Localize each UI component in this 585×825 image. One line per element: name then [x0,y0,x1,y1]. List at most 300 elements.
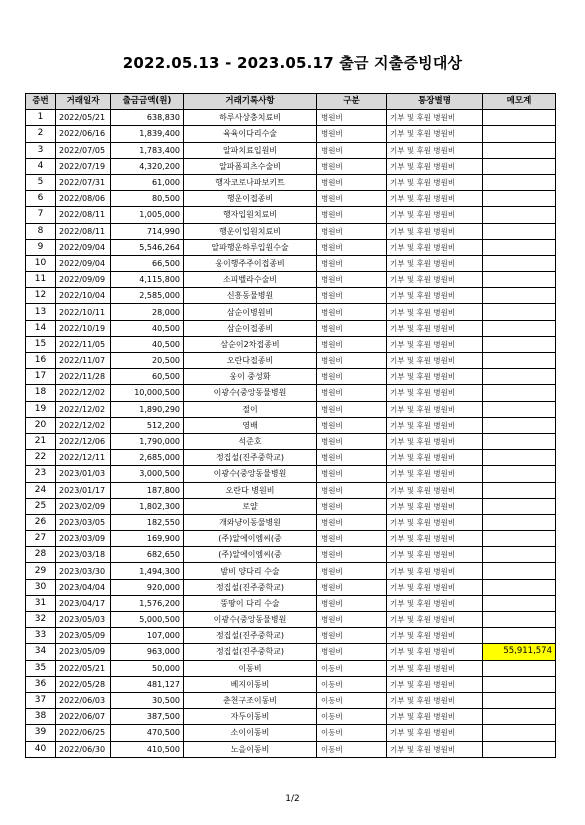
cell-type: 병원비 [317,239,387,255]
cell-date: 2022/09/09 [56,272,111,288]
cell-type: 병원비 [317,563,387,579]
cell-date: 2022/07/19 [56,158,111,174]
cell-account: 기부 및 후원 병원비 [387,320,483,336]
cell-memo [483,563,556,579]
cell-no: 17 [26,369,56,385]
header-no: 증번 [26,94,56,110]
cell-amount: 2,585,000 [111,288,184,304]
cell-type: 병원비 [317,320,387,336]
cell-type: 병원비 [317,531,387,547]
cell-description: 개와냥이동물병원 [184,514,317,530]
cell-date: 2023/04/04 [56,579,111,595]
cell-amount: 20,500 [111,353,184,369]
table-row [26,126,556,142]
header-type: 구분 [317,94,387,110]
cell-type: 이동비 [317,692,387,708]
cell-amount: 1,802,300 [111,498,184,514]
cell-type: 병원비 [317,547,387,563]
cell-amount: 2,685,000 [111,450,184,466]
cell-account: 기부 및 후원 병원비 [387,353,483,369]
cell-memo [483,547,556,563]
cell-memo [483,676,556,692]
table-row [26,450,556,466]
cell-no: 13 [26,304,56,320]
cell-date: 2022/12/02 [56,385,111,401]
cell-no: 18 [26,385,56,401]
cell-amount: 410,500 [111,741,184,757]
cell-account: 기부 및 후원 병원비 [387,417,483,433]
cell-memo [483,709,556,725]
cell-description: 자두이동비 [184,709,317,725]
cell-amount: 1,890,290 [111,401,184,417]
cell-memo [483,320,556,336]
cell-description: 웅이행주주이접종비 [184,255,317,271]
table-row [26,142,556,158]
cell-account: 기부 및 후원 병원비 [387,595,483,611]
table-row [26,531,556,547]
cell-date: 2022/10/04 [56,288,111,304]
cell-date: 2022/09/04 [56,239,111,255]
table-row [26,417,556,433]
table-row [26,336,556,352]
cell-account: 기부 및 후원 병원비 [387,563,483,579]
cell-amount: 1,005,000 [111,207,184,223]
cell-memo [483,223,556,239]
cell-type: 이동비 [317,676,387,692]
cell-no: 29 [26,563,56,579]
table-row [26,741,556,757]
table-row [26,288,556,304]
cell-date: 2022/05/21 [56,110,111,126]
cell-account: 기부 및 후원 병원비 [387,142,483,158]
cell-description: 행운이입원치료비 [184,223,317,239]
cell-type: 병원비 [317,401,387,417]
cell-type: 병원비 [317,417,387,433]
cell-no: 34 [26,644,56,660]
cell-no: 7 [26,207,56,223]
cell-date: 2022/11/05 [56,336,111,352]
cell-account: 기부 및 후원 병원비 [387,433,483,449]
table-row [26,660,556,676]
cell-type: 병원비 [317,353,387,369]
cell-amount: 481,127 [111,676,184,692]
cell-no: 25 [26,498,56,514]
cell-no: 11 [26,272,56,288]
cell-type: 병원비 [317,482,387,498]
cell-no: 40 [26,741,56,757]
cell-date: 2022/10/11 [56,304,111,320]
header-description: 거래기록사항 [184,94,317,110]
cell-description: 삼순이접종비 [184,320,317,336]
cell-description: 알파폼피츠수술비 [184,158,317,174]
cell-description: 신흥동물병원 [184,288,317,304]
cell-date: 2022/11/07 [56,353,111,369]
cell-no: 30 [26,579,56,595]
table-row [26,320,556,336]
cell-no: 32 [26,612,56,628]
cell-date: 2022/05/28 [56,676,111,692]
cell-amount: 107,000 [111,628,184,644]
cell-date: 2022/07/05 [56,142,111,158]
cell-amount: 66,500 [111,255,184,271]
cell-description: 춘천구조이동비 [184,692,317,708]
cell-no: 8 [26,223,56,239]
cell-date: 2022/06/25 [56,725,111,741]
page-indicator: 1/2 [285,794,300,804]
cell-no: 19 [26,401,56,417]
cell-date: 2022/08/06 [56,191,111,207]
cell-description: 행자입원치료비 [184,207,317,223]
cell-description: 소이이동비 [184,725,317,741]
cell-date: 2023/01/03 [56,466,111,482]
cell-type: 병원비 [317,579,387,595]
cell-amount: 80,500 [111,191,184,207]
cell-type: 병원비 [317,174,387,190]
cell-no: 23 [26,466,56,482]
cell-amount: 40,500 [111,320,184,336]
cell-type: 병원비 [317,223,387,239]
table-row [26,725,556,741]
table-row [26,628,556,644]
cell-amount: 4,320,200 [111,158,184,174]
cell-description: 정집설(진주중학교) [184,450,317,466]
cell-type: 이동비 [317,709,387,725]
cell-amount: 40,500 [111,336,184,352]
cell-description: 밤비 양다리 수술 [184,563,317,579]
table-row [26,353,556,369]
cell-type: 병원비 [317,207,387,223]
cell-memo [483,417,556,433]
cell-date: 2022/06/07 [56,709,111,725]
cell-date: 2022/06/16 [56,126,111,142]
cell-type: 병원비 [317,466,387,482]
cell-type: 병원비 [317,336,387,352]
cell-description: 알파행운하루입원수술 [184,239,317,255]
cell-date: 2023/05/09 [56,644,111,660]
cell-amount: 5,000,500 [111,612,184,628]
table-row [26,207,556,223]
cell-description: 베지이동비 [184,676,317,692]
cell-memo [483,191,556,207]
cell-memo: 55,911,574 [483,644,556,660]
cell-no: 21 [26,433,56,449]
cell-date: 2022/10/19 [56,320,111,336]
table-row [26,401,556,417]
cell-date: 2022/12/06 [56,433,111,449]
cell-type: 병원비 [317,595,387,611]
cell-memo [483,514,556,530]
table-row [26,158,556,174]
cell-memo [483,255,556,271]
cell-memo [483,369,556,385]
cell-account: 기부 및 후원 병원비 [387,498,483,514]
cell-description: 절이 [184,401,317,417]
table-row [26,709,556,725]
cell-description: 오란다접종비 [184,353,317,369]
cell-amount: 512,200 [111,417,184,433]
table-row [26,272,556,288]
cell-date: 2023/03/05 [56,514,111,530]
cell-memo [483,126,556,142]
cell-description: 석준호 [184,433,317,449]
cell-amount: 10,000,500 [111,385,184,401]
cell-memo [483,142,556,158]
cell-description: 이동비 [184,660,317,676]
cell-memo [483,660,556,676]
cell-memo [483,612,556,628]
cell-no: 6 [26,191,56,207]
cell-amount: 638,830 [111,110,184,126]
cell-memo [483,110,556,126]
cell-memo [483,385,556,401]
cell-type: 병원비 [317,385,387,401]
cell-account: 기부 및 후원 병원비 [387,288,483,304]
cell-no: 27 [26,531,56,547]
cell-account: 기부 및 후원 병원비 [387,272,483,288]
cell-memo [483,579,556,595]
cell-description: 행자코로나파보키트 [184,174,317,190]
cell-memo [483,207,556,223]
cell-amount: 682,650 [111,547,184,563]
cell-description: 정집설(진주중학교) [184,628,317,644]
cell-type: 병원비 [317,628,387,644]
cell-description: 정집설(진주중학교) [184,579,317,595]
cell-description: 행운이접종비 [184,191,317,207]
cell-no: 1 [26,110,56,126]
cell-description: 삼순이병원비 [184,304,317,320]
cell-no: 39 [26,725,56,741]
cell-no: 35 [26,660,56,676]
table-row [26,482,556,498]
cell-type: 병원비 [317,191,387,207]
cell-type: 병원비 [317,272,387,288]
cell-description: 알파치료입원비 [184,142,317,158]
cell-account: 기부 및 후원 병원비 [387,385,483,401]
cell-amount: 61,000 [111,174,184,190]
cell-description: 로얄 [184,498,317,514]
table-row [26,514,556,530]
cell-account: 기부 및 후원 병원비 [387,628,483,644]
cell-type: 병원비 [317,110,387,126]
cell-type: 병원비 [317,612,387,628]
cell-type: 병원비 [317,142,387,158]
cell-date: 2023/03/30 [56,563,111,579]
cell-memo [483,450,556,466]
cell-type: 병원비 [317,158,387,174]
table-row [26,579,556,595]
cell-no: 9 [26,239,56,255]
cell-account: 기부 및 후원 병원비 [387,741,483,757]
cell-description: 소피벨라수술비 [184,272,317,288]
cell-memo [483,498,556,514]
cell-date: 2022/09/04 [56,255,111,271]
cell-account: 기부 및 후원 병원비 [387,401,483,417]
table-row [26,466,556,482]
header-date: 거래일자 [56,94,111,110]
cell-no: 22 [26,450,56,466]
cell-type: 병원비 [317,644,387,660]
cell-type: 이동비 [317,725,387,741]
cell-memo [483,628,556,644]
cell-memo [483,531,556,547]
cell-amount: 1,576,200 [111,595,184,611]
cell-no: 24 [26,482,56,498]
cell-memo [483,595,556,611]
cell-type: 병원비 [317,498,387,514]
cell-account: 기부 및 후원 병원비 [387,450,483,466]
cell-no: 26 [26,514,56,530]
cell-amount: 1,790,000 [111,433,184,449]
cell-description: 이광수(중앙동물병원 [184,466,317,482]
table-row [26,255,556,271]
cell-amount: 963,000 [111,644,184,660]
cell-account: 기부 및 후원 병원비 [387,336,483,352]
cell-description: 삼순이2차접종비 [184,336,317,352]
cell-date: 2022/05/21 [56,660,111,676]
table-row [26,385,556,401]
cell-amount: 470,500 [111,725,184,741]
cell-type: 이동비 [317,741,387,757]
cell-date: 2022/08/11 [56,207,111,223]
table-row [26,304,556,320]
cell-no: 3 [26,142,56,158]
table-row [26,595,556,611]
table-row [26,369,556,385]
cell-no: 20 [26,417,56,433]
cell-description: 이광수(중앙동물병원 [184,612,317,628]
cell-amount: 920,000 [111,579,184,595]
cell-amount: 30,500 [111,692,184,708]
cell-no: 36 [26,676,56,692]
cell-account: 기부 및 후원 병원비 [387,692,483,708]
header-memo: 메모계 [483,94,556,110]
cell-account: 기부 및 후원 병원비 [387,191,483,207]
cell-no: 15 [26,336,56,352]
cell-no: 38 [26,709,56,725]
table-row [26,174,556,190]
cell-account: 기부 및 후원 병원비 [387,466,483,482]
cell-no: 2 [26,126,56,142]
cell-amount: 1,494,300 [111,563,184,579]
cell-no: 31 [26,595,56,611]
table-row [26,692,556,708]
cell-amount: 5,546,264 [111,239,184,255]
cell-description: 정집설(진주중학교) [184,644,317,660]
cell-account: 기부 및 후원 병원비 [387,207,483,223]
cell-date: 2022/12/02 [56,417,111,433]
cell-account: 기부 및 후원 병원비 [387,223,483,239]
cell-memo [483,433,556,449]
table-row [26,644,556,660]
cell-memo [483,741,556,757]
cell-memo [483,336,556,352]
header-account: 통장별명 [387,94,483,110]
cell-memo [483,158,556,174]
cell-account: 기부 및 후원 병원비 [387,514,483,530]
table-row [26,239,556,255]
cell-amount: 387,500 [111,709,184,725]
cell-account: 기부 및 후원 병원비 [387,579,483,595]
cell-type: 병원비 [317,369,387,385]
cell-description: 영배 [184,417,317,433]
cell-account: 기부 및 후원 병원비 [387,644,483,660]
cell-date: 2023/03/18 [56,547,111,563]
cell-date: 2023/02/09 [56,498,111,514]
cell-amount: 187,800 [111,482,184,498]
cell-no: 33 [26,628,56,644]
cell-account: 기부 및 후원 병원비 [387,255,483,271]
table-row [26,191,556,207]
table-row [26,110,556,126]
cell-no: 37 [26,692,56,708]
cell-memo [483,288,556,304]
cell-amount: 1,839,400 [111,126,184,142]
table-header-row [26,94,556,110]
cell-description: 육육이다리수술 [184,126,317,142]
cell-memo [483,239,556,255]
table-row [26,498,556,514]
cell-date: 2023/05/03 [56,612,111,628]
cell-memo [483,466,556,482]
cell-no: 14 [26,320,56,336]
cell-date: 2022/08/11 [56,223,111,239]
cell-account: 기부 및 후원 병원비 [387,531,483,547]
cell-amount: 182,550 [111,514,184,530]
cell-type: 병원비 [317,304,387,320]
table-row [26,612,556,628]
cell-description: 뚱땅이 다리 수술 [184,595,317,611]
cell-type: 이동비 [317,660,387,676]
table-row [26,563,556,579]
cell-amount: 1,783,400 [111,142,184,158]
cell-type: 병원비 [317,450,387,466]
cell-account: 기부 및 후원 병원비 [387,174,483,190]
cell-type: 병원비 [317,288,387,304]
cell-type: 병원비 [317,255,387,271]
cell-description: 이광수(중앙동물병원 [184,385,317,401]
cell-amount: 3,000,500 [111,466,184,482]
cell-account: 기부 및 후원 병원비 [387,158,483,174]
cell-memo [483,692,556,708]
cell-amount: 50,000 [111,660,184,676]
cell-memo [483,272,556,288]
cell-account: 기부 및 후원 병원비 [387,676,483,692]
cell-date: 2022/06/03 [56,692,111,708]
cell-account: 기부 및 후원 병원비 [387,612,483,628]
cell-type: 병원비 [317,433,387,449]
cell-description: 오란다 병원비 [184,482,317,498]
cell-description: (주)알에이엠씨(중 [184,531,317,547]
cell-memo [483,174,556,190]
cell-account: 기부 및 후원 병원비 [387,304,483,320]
cell-account: 기부 및 후원 병원비 [387,239,483,255]
cell-description: 노을이동비 [184,741,317,757]
cell-memo [483,725,556,741]
table-row [26,547,556,563]
cell-date: 2023/01/17 [56,482,111,498]
cell-date: 2022/11/28 [56,369,111,385]
cell-no: 4 [26,158,56,174]
cell-memo [483,304,556,320]
cell-date: 2022/06/30 [56,741,111,757]
cell-no: 5 [26,174,56,190]
cell-date: 2023/03/09 [56,531,111,547]
table-row [26,676,556,692]
cell-type: 병원비 [317,514,387,530]
cell-amount: 714,990 [111,223,184,239]
cell-description: 웅이 중성화 [184,369,317,385]
cell-account: 기부 및 후원 병원비 [387,369,483,385]
